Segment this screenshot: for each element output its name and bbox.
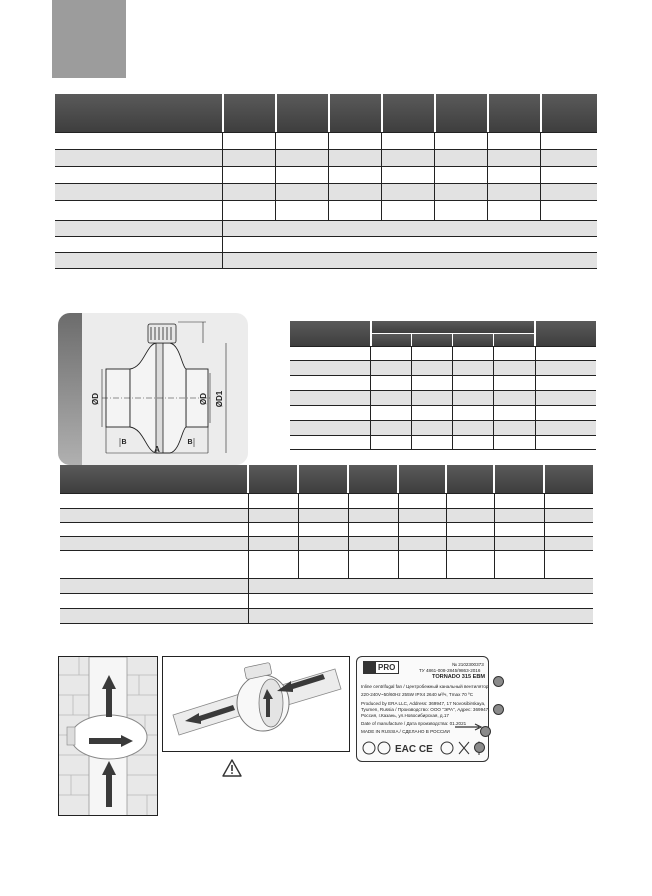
table-row <box>60 579 593 594</box>
table-row <box>55 221 597 237</box>
table-row <box>290 436 596 450</box>
label-serial: № 2102300373 <box>452 662 484 667</box>
dim-d-inner-label: ØD <box>199 393 208 405</box>
vertical-install-drawing <box>59 657 158 816</box>
table-row <box>60 551 593 579</box>
horizontal-install-drawing <box>163 657 350 752</box>
callout-marker <box>480 726 491 737</box>
horizontal-install-image <box>162 656 350 752</box>
table-row <box>60 609 593 624</box>
dim-b-right-label: B <box>187 439 193 446</box>
table-body <box>60 493 593 623</box>
section-marker <box>52 0 126 78</box>
dim-b-left-label: B <box>121 439 127 446</box>
table-row <box>290 391 596 406</box>
table-row <box>60 537 593 551</box>
table-row <box>55 201 597 221</box>
vertical-install-image <box>58 656 158 816</box>
label-line-1: Inline centrifugal fan / Центробежный канальный вентилятор <box>361 684 489 689</box>
dim-a-label: A <box>154 445 160 454</box>
callout-marker <box>474 742 485 753</box>
table-row <box>60 509 593 523</box>
certification-marks <box>361 739 485 757</box>
product-label <box>356 656 489 762</box>
recycle-icon <box>378 742 390 754</box>
table-row <box>55 237 597 253</box>
table-row <box>290 421 596 436</box>
table-row <box>290 361 596 376</box>
label-model: TORNADO 315 EBM <box>432 674 486 680</box>
warning-triangle-icon <box>222 759 242 777</box>
weee-icon <box>459 742 469 754</box>
table-header <box>60 465 593 493</box>
callout-marker <box>493 704 504 715</box>
label-standard: ТУ 4861-008-2845/9863-2016 <box>419 668 481 673</box>
table-row <box>55 150 597 167</box>
table-row <box>55 167 597 184</box>
ground-icon <box>441 742 453 754</box>
table-row <box>290 376 596 391</box>
table-row <box>60 523 593 537</box>
label-line-2: 220-240V~50/60Hz 255W IPX4 2640 м³/ч, Tmax 70 ºC <box>361 692 474 697</box>
fan-dimension-diagram <box>58 313 248 465</box>
table-body <box>290 346 596 449</box>
spec-table-2 <box>60 465 593 623</box>
label-line-3: Produced by ERA LLC, Address: 369947, 17 Novosibirskaya, <box>361 701 486 706</box>
table-row <box>290 347 596 361</box>
table-row <box>290 406 596 421</box>
table-row <box>55 253 597 269</box>
label-line-6: Date of manufacture / Дата производства: 01.2021 <box>361 721 467 726</box>
label-line-5: Россия, г.Казань, ул.Новосибирская, д.17 <box>361 713 449 718</box>
table-row <box>60 494 593 509</box>
dim-d1-label: ØD1 <box>215 390 224 408</box>
table-row <box>55 184 597 201</box>
table-body <box>55 132 597 268</box>
table-header <box>290 321 596 346</box>
dimension-table <box>290 321 596 449</box>
callout-marker <box>493 676 504 687</box>
table-header <box>55 94 597 132</box>
spec-table-1 <box>55 94 597 268</box>
dim-d-label: ØD <box>91 393 100 405</box>
table-row <box>60 594 593 609</box>
label-line-4: Tyumen, Russia / Производство: ООО "ЭРА", Адрес: 369947, <box>361 707 490 712</box>
label-line-7: MADE IN RUSSIA / СДЕЛАНО В РОССИИ <box>361 729 450 734</box>
class-ii-icon <box>363 742 375 754</box>
eac-ce-marks: EAC CE <box>395 744 433 755</box>
brand-logo: PRO <box>363 661 399 674</box>
table-row <box>55 133 597 150</box>
